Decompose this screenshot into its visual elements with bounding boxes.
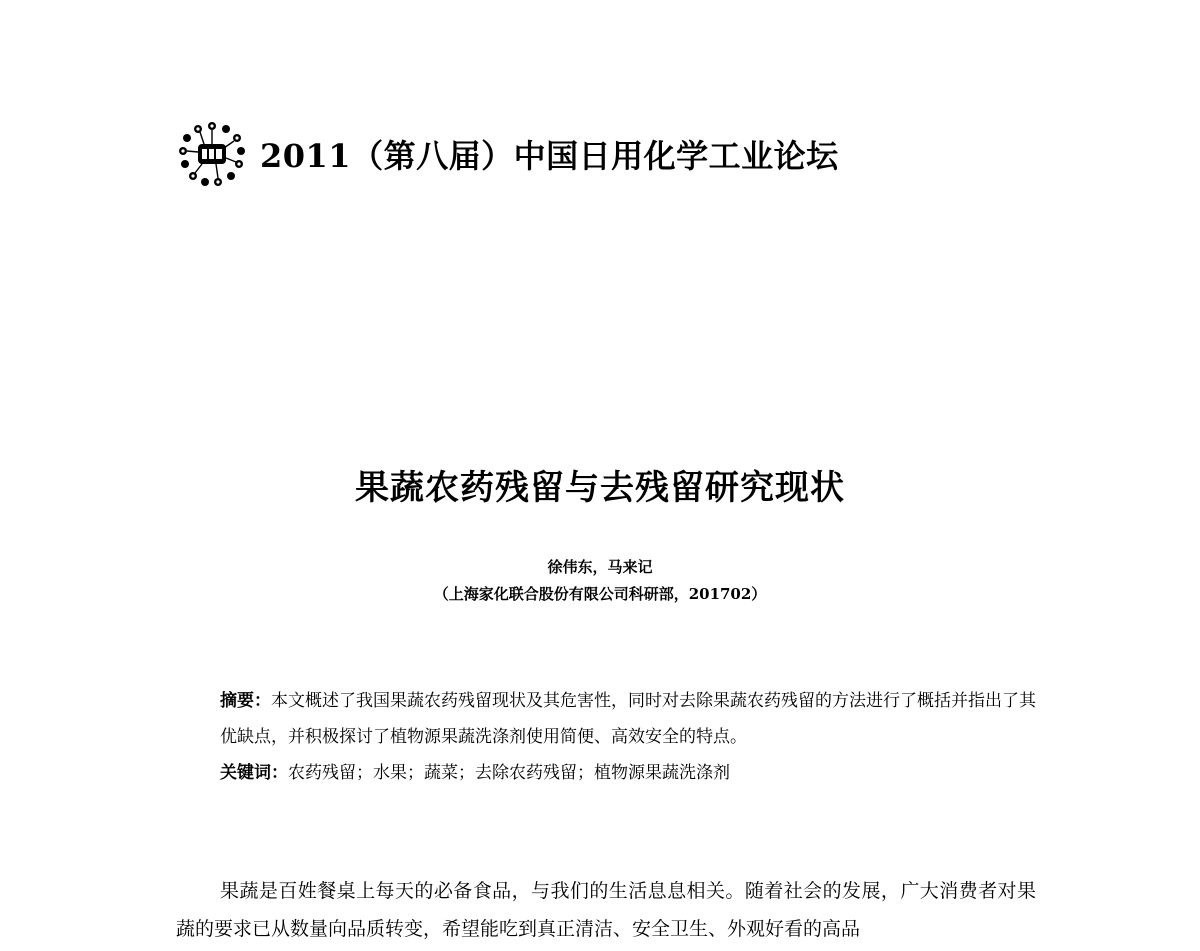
- paper-affiliation: （上海家化联合股份有限公司科研部，201702）: [433, 585, 767, 603]
- keywords-line: [176, 755, 1036, 791]
- abstract-paragraph: [176, 683, 1036, 755]
- body-section: [176, 872, 1036, 948]
- body-paragraph: 果蔬是百姓餐桌上每天的必备食品，与我们的生活息息相关。随着社会的发展，广大消费者对果蔬的要求已从数量向品质转变，希望能吃到真正清洁、安全卫生、外观好看的高品: [176, 880, 1036, 940]
- keywords-label: 关键词：: [220, 763, 288, 783]
- paper-authors: 徐伟东，马来记: [547, 558, 653, 576]
- abstract-section: [176, 683, 1036, 791]
- paper-title: 果蔬农药残留与去残留研究现状: [355, 468, 845, 508]
- forum-logo-icon: [176, 118, 248, 190]
- forum-header: [176, 118, 839, 190]
- abstract-label: 摘要：: [220, 691, 271, 711]
- abstract-text: 本文概述了我国果蔬农药残留现状及其危害性，同时对去除果蔬农药残留的方法进行了概括并指出了其优缺点，并积极探讨了植物源果蔬洗涤剂使用简便、高效安全的特点。: [220, 691, 1036, 747]
- forum-title: 2011（第八届）中国日用化学工业论坛: [260, 137, 839, 175]
- keywords-text: 农药残留；水果；蔬菜；去除农药残留；植物源果蔬洗涤剂: [288, 763, 730, 783]
